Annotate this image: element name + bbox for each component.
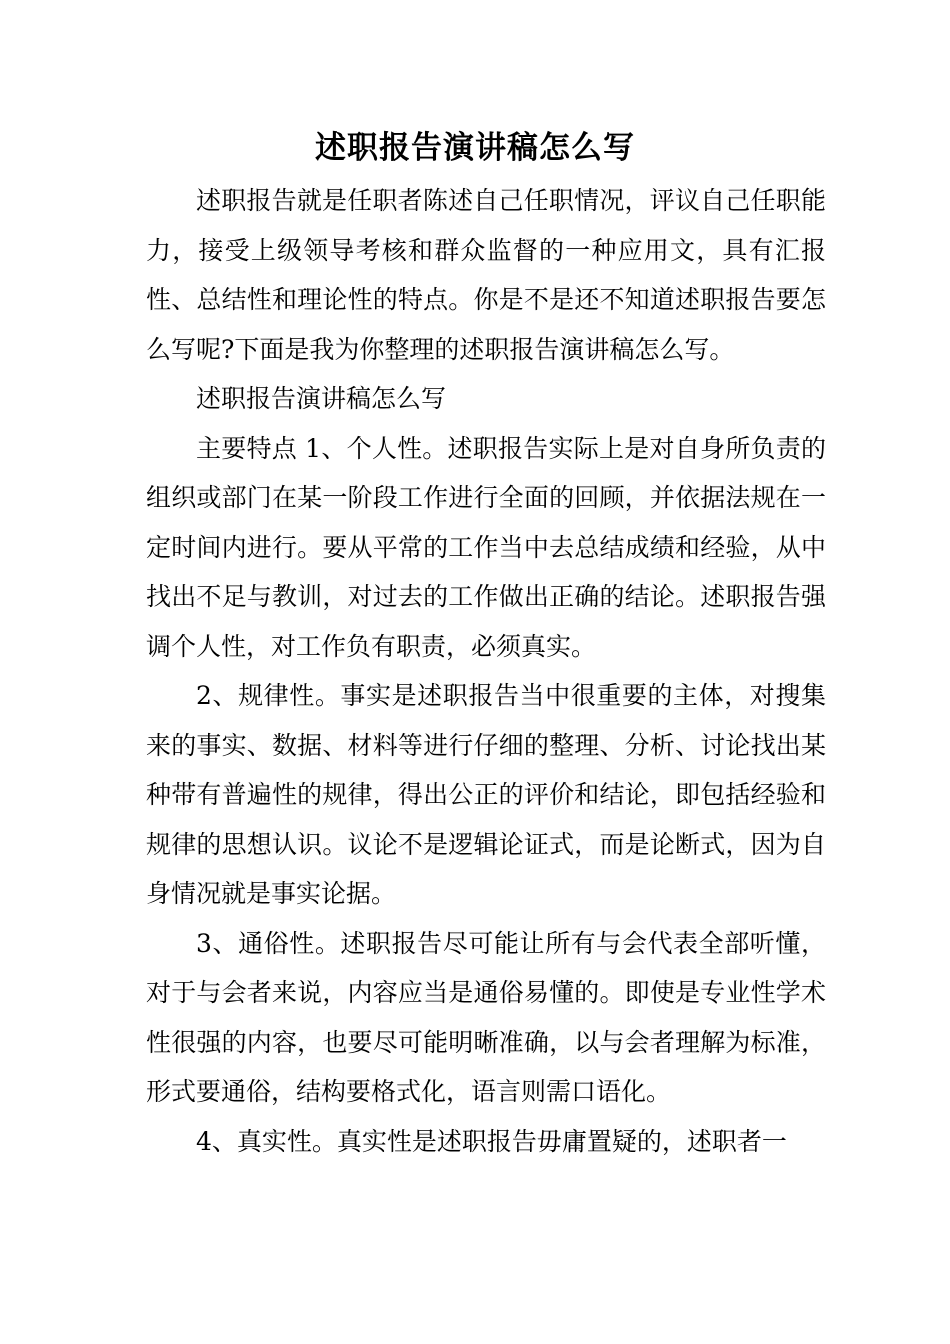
- document-body: [146, 176, 826, 1166]
- paragraph-feature-4: 4、真实性。真实性是述职报告毋庸置疑的，述职者一: [196, 1126, 787, 1156]
- document-title: 述职报告演讲稿怎么写: [315, 130, 635, 166]
- paragraph-feature-3: 3、通俗性。述职报告尽可能让所有与会代表全部听懂，对于与会者来说，内容应当是通俗易懂的。即使是专业性学术性很强的内容，也要尽可能明晰准确，以与会者理解为标准，形式要通俗，结构要格式化，语言则需口语化。: [146, 928, 826, 1106]
- paragraph-feature-1: 主要特点 1、个人性。述职报告实际上是对自身所负责的组织或部门在某一阶段工作进行全面的回顾，并依据法规在一定时间内进行。要从平常的工作当中去总结成绩和经验，从中找出不足与教训，对过去的工作做出正确的结论。述职报告强调个人性，对工作负有职责，必须真实。: [146, 433, 826, 661]
- paragraph-feature-2: 2、规律性。事实是述职报告当中很重要的主体，对搜集来的事实、数据、材料等进行仔细的整理、分析、讨论找出某种带有普遍性的规律，得出公正的评价和结论，即包括经验和规律的思想认识。议论不是逻辑论证式，而是论断式，因为自身情况就是事实论据。: [146, 681, 826, 908]
- paragraph-intro: 述职报告就是任职者陈述自己任职情况，评议自己任职能力，接受上级领导考核和群众监督的一种应用文，具有汇报性、总结性和理论性的特点。你是不是还不知道述职报告要怎么写呢?下面是我为你整理的述职报告演讲稿怎么写。: [146, 186, 826, 364]
- paragraph-subheading: 述职报告演讲稿怎么写: [196, 384, 447, 413]
